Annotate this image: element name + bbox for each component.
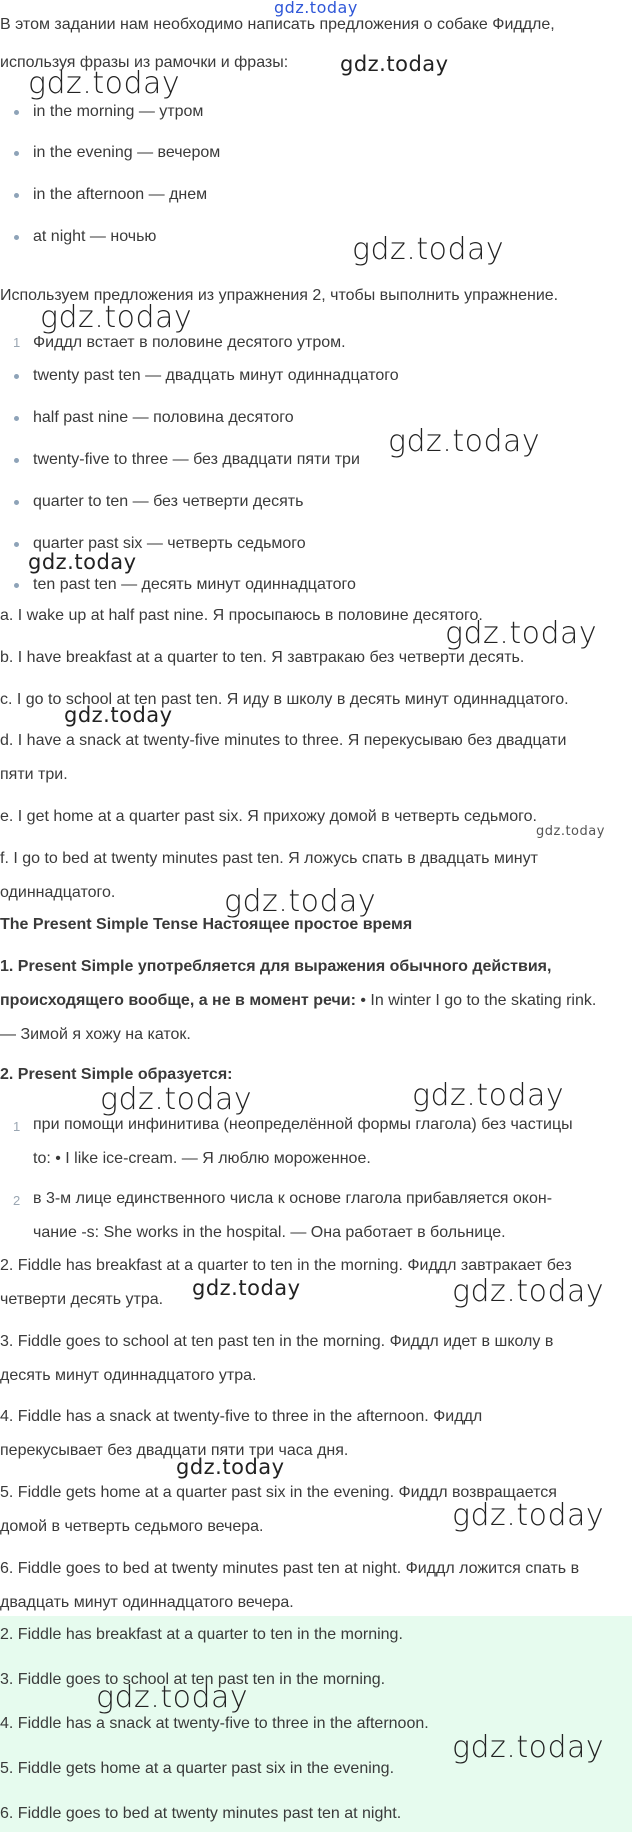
- final-answer-5: 5. Fiddle gets home at a quarter past six in the evening.: [0, 1760, 395, 1777]
- answer-4: 4. Fiddle has a snack at twenty-five to three in the afternoon. Фиддл: [0, 1408, 483, 1425]
- final-answer-4: 4. Fiddle has a snack at twenty-five to three in the afternoon.: [0, 1715, 429, 1732]
- watermark: gdz.today: [28, 550, 137, 574]
- list-item: in the morning — утром: [33, 103, 204, 120]
- answer-3-cont: десять минут одиннадцатого утра.: [0, 1367, 257, 1384]
- list-item: in the evening — вечером: [33, 144, 221, 161]
- watermark: gdz.today: [224, 884, 377, 919]
- bullet-icon: [14, 151, 19, 156]
- watermark: gdz.today: [340, 52, 449, 76]
- grammar-item-2: в 3-м лице единственного числа к основе глагола прибавляется окон-: [33, 1190, 553, 1207]
- grammar-rule-1-bold: происходящего вообще, а не в момент речи:: [0, 992, 356, 1009]
- instruction: Используем предложения из упражнения 2, чтобы выполнить упражнение.: [0, 287, 559, 304]
- watermark: gdz.today: [192, 1276, 301, 1300]
- watermark: gdz.today: [28, 66, 181, 101]
- sentence-a: a. I wake up at half past nine. Я просыпаюсь в половине десятого.: [0, 607, 483, 624]
- sentence-f: f. I go to bed at twenty minutes past ten. Я ложусь спать в двадцать минут: [0, 850, 538, 867]
- intro-line-2: используя фразы из рамочки и фразы:: [0, 54, 289, 71]
- grammar-item-2-cont: чание -s: She works in the hospital. — Она работает в больнице.: [33, 1224, 506, 1241]
- watermark: gdz.today: [96, 1680, 249, 1715]
- final-answer-6: 6. Fiddle goes to bed at twenty minutes past ten at night.: [0, 1805, 402, 1822]
- list-item: half past nine — половина десятого: [33, 409, 294, 426]
- watermark: gdz.today: [388, 424, 541, 459]
- grammar-rule-1-cont: [0, 984, 632, 1018]
- bullet-icon: [14, 110, 19, 115]
- watermark: gdz.today: [100, 1082, 253, 1117]
- final-answer-2: 2. Fiddle has breakfast at a quarter to ten in the morning.: [0, 1626, 403, 1643]
- answer-5-cont: домой в четверть седьмого вечера.: [0, 1518, 264, 1535]
- list-number: 1: [13, 335, 21, 350]
- bullet-icon: [14, 542, 19, 547]
- watermark: gdz.today: [352, 232, 505, 267]
- sentence-d: d. I have a snack at twenty-five minutes to three. Я перекусываю без двадцати: [0, 732, 567, 749]
- watermark: gdz.today: [452, 1274, 605, 1309]
- bullet-icon: [14, 193, 19, 198]
- sentence-d-cont: пяти три.: [0, 766, 68, 783]
- list-item: quarter past six — четверть седьмого: [33, 535, 306, 552]
- answer-2: 2. Fiddle has breakfast at a quarter to ten in the morning. Фиддл завтракает без: [0, 1257, 572, 1274]
- answer-6: 6. Fiddle goes to bed at twenty minutes past ten at night. Фиддл ложится спать в: [0, 1560, 580, 1577]
- answer-3: 3. Fiddle goes to school at ten past ten in the morning. Фиддл идет в школу в: [0, 1333, 554, 1350]
- watermark: gdz.today: [536, 824, 605, 839]
- list-item: at night — ночью: [33, 228, 157, 245]
- watermark: gdz.today: [452, 1498, 605, 1533]
- watermark: gdz.today: [64, 703, 173, 727]
- list-item: Фиддл встает в половине десятого утром.: [33, 334, 346, 351]
- bullet-icon: [14, 583, 19, 588]
- watermark: gdz.today: [452, 1730, 605, 1765]
- watermark: gdz.today: [176, 1455, 285, 1479]
- list-item: quarter to ten — без четверти десять: [33, 493, 304, 510]
- sentence-e: e. I get home at a quarter past six. Я прихожу домой в четверть седьмого.: [0, 808, 537, 825]
- answer-2-cont: четверти десять утра.: [0, 1291, 164, 1308]
- sentence-b: b. I have breakfast at a quarter to ten. Я завтракаю без четверти десять.: [0, 649, 525, 666]
- bullet-icon: [14, 374, 19, 379]
- grammar-title: The Present Simple Tense Настоящее простое время: [0, 916, 413, 933]
- sentence-f-cont: одиннадцатого.: [0, 884, 116, 901]
- answer-6-cont: двадцать минут одиннадцатого вечера.: [0, 1594, 294, 1611]
- intro-line-1: В этом задании нам необходимо написать предложения о собаке Фиддле,: [0, 16, 555, 33]
- answer-5: 5. Fiddle gets home at a quarter past six in the evening. Фиддл возвращается: [0, 1484, 557, 1501]
- list-number: 2: [13, 1193, 21, 1208]
- bullet-icon: [14, 458, 19, 463]
- grammar-rule-2: 2. Present Simple образуется:: [0, 1066, 233, 1083]
- bullet-icon: [14, 500, 19, 505]
- grammar-item-1: при помощи инфинитива (неопределённой формы глагола) без частицы: [33, 1116, 573, 1133]
- watermark-top: gdz.today: [274, 0, 358, 17]
- list-number: 1: [13, 1119, 21, 1134]
- sentence-c: c. I go to school at ten past ten. Я иду в школу в десять минут одиннадцатого.: [0, 691, 569, 708]
- grammar-item-1-cont: to: • I like ice-cream. — Я люблю мороженное.: [33, 1150, 371, 1167]
- list-item: in the afternoon — днем: [33, 186, 208, 203]
- list-item: ten past ten — десять минут одиннадцатого: [33, 576, 356, 593]
- list-item: twenty past ten — двадцать минут одиннадцатого: [33, 367, 399, 384]
- grammar-rule-1-translation: — Зимой я хожу на каток.: [0, 1026, 191, 1043]
- watermark: gdz.today: [412, 1078, 565, 1113]
- bullet-icon: [14, 235, 19, 240]
- final-answer-3: 3. Fiddle goes to school at ten past ten in the morning.: [0, 1671, 386, 1688]
- answer-4-cont: перекусывает без двадцати пяти три часа дня.: [0, 1442, 349, 1459]
- bullet-icon: [14, 416, 19, 421]
- list-item: twenty-five to three — без двадцати пяти три: [33, 451, 360, 468]
- grammar-rule-1: 1. Present Simple употребляется для выражения обычного действия,: [0, 958, 552, 975]
- watermark: gdz.today: [445, 616, 598, 651]
- grammar-rule-1-example: • In winter I go to the skating rink.: [355, 992, 597, 1009]
- watermark: gdz.today: [40, 300, 193, 335]
